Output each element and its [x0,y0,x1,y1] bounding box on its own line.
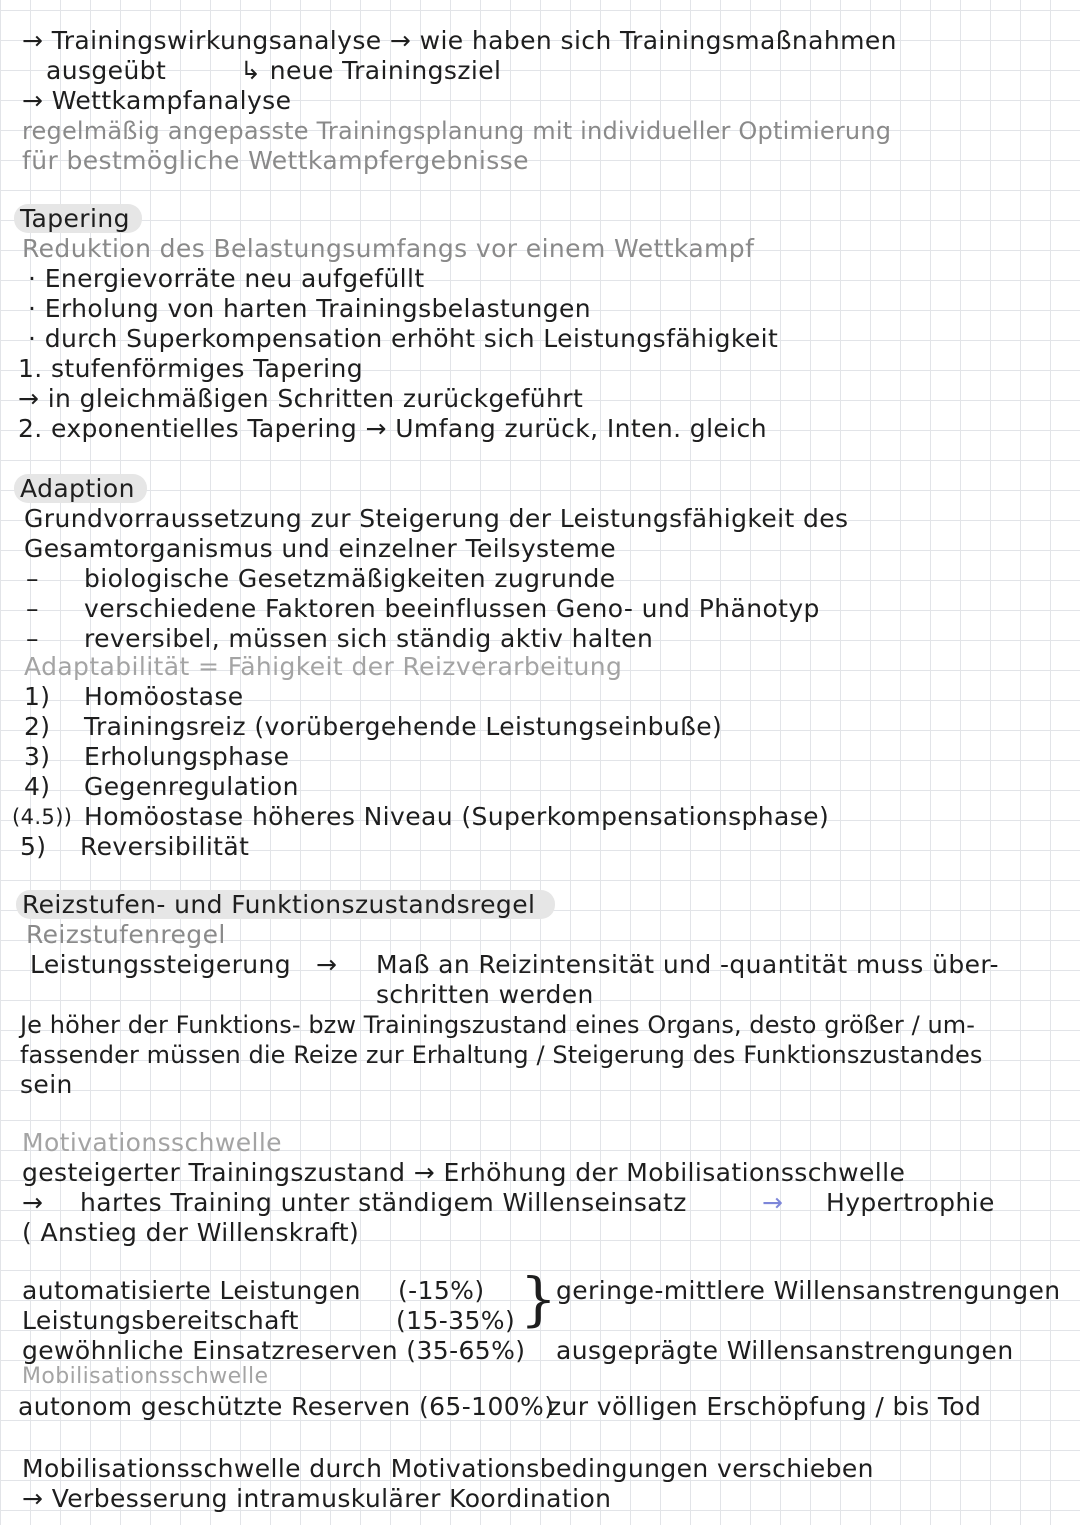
adaption-heading: Adaption [14,474,147,504]
motivation-line-1: gesteigerter Trainingszustand → Erhöhung der Mobilisationsschwelle [22,1158,906,1187]
reiz-subheading: Reizstufenregel [26,920,226,949]
intro-line-2b: ↳ neue Trainingsziel [240,56,502,85]
brace-icon: } [520,1265,557,1333]
step-text: Homöostase [84,682,244,711]
reiz-rule-left: Leistungssteigerung [30,950,292,979]
reserve-row-1-label: automatisierte Leistungen [22,1276,361,1305]
reiz-rule-right-1: Maß an Reizintensität und -quantität muss über- [376,950,999,979]
tapering-type-1-note: → in gleichmäßigen Schritten zurückgeführt [18,384,584,413]
reserve-row-3-label: gewöhnliche Einsatzreserven (35-65%) [22,1336,526,1365]
hypertrophy-label: Hypertrophie [826,1188,995,1217]
step-number: 4) [24,772,51,801]
dash-marker: – [26,594,39,623]
intro-line-3: → Wettkampfanalyse [22,86,292,115]
step-number: 3) [24,742,51,771]
reiz-paragraph-3: sein [20,1070,73,1099]
tapering-type-1: 1. stufenförmiges Tapering [18,354,363,383]
step-text: Gegenregulation [84,772,299,801]
reserve-row-3-effort: ausgeprägte Willensanstrengungen [556,1336,1014,1365]
intro-line-5: für bestmögliche Wettkampfergebnisse [22,146,529,175]
tapering-bullet: · Erholung von harten Trainingsbelastungen [28,294,592,323]
arrow-icon: → [22,1188,44,1217]
reserve-row-1-range: (-15%) [398,1276,485,1305]
adaption-dash-item: reversibel, müssen sich ständig aktiv halten [84,624,654,653]
adaption-dash-item: verschiedene Faktoren beeinflussen Geno- und Phänotyp [84,594,820,623]
reiz-rule-right-2: schritten werden [376,980,594,1009]
step-number: 5) [20,832,47,861]
intro-line-1: → Trainingswirkungsanalyse → wie haben sich Trainingsmaßnahmen [22,26,897,55]
adaption-definition-2: Gesamtorganismus und einzelner Teilsysteme [24,534,616,563]
reserve-row-4-label: autonom geschützte Reserven (65-100%) [18,1392,555,1421]
blue-arrow-icon: → [762,1188,784,1217]
arrow-icon: → [316,950,338,979]
step-number: (4.5)) [12,805,73,829]
adaptability-line: Adaptabilität = Fähigkeit der Reizverarbeitung [24,652,623,681]
reiz-paragraph-1: Je höher der Funktions- bzw Trainingszustand eines Organs, desto größer / um- [20,1011,976,1039]
step-number: 1) [24,682,51,711]
tapering-subtitle: Reduktion des Belastungsumfangs vor einem Wettkampf [22,234,755,263]
dash-marker: – [26,624,39,653]
step-text: Erholungsphase [84,742,290,771]
tapering-heading: Tapering [14,204,142,234]
reserve-row-2-range: (15-35%) [396,1306,516,1335]
reserve-row-12-effort: geringe-mittlere Willensanstrengungen [556,1276,1061,1305]
step-number: 2) [24,712,51,741]
step-text: Homöostase höheres Niveau (Superkompensationsphase) [84,802,830,831]
tapering-bullet: · Energievorräte neu aufgefüllt [28,264,425,293]
intro-line-4: regelmäßig angepasste Trainingsplanung mit individueller Optimierung [22,117,892,145]
reserve-row-2-label: Leistungsbereitschaft [22,1306,299,1335]
motivation-line-3: ( Anstieg der Willenskraft) [22,1218,360,1247]
motivation-line-2: hartes Training unter ständigem Willenseinsatz [80,1188,687,1217]
final-line-2: → Verbesserung intramuskulärer Koordination [22,1484,612,1513]
motivation-heading: Motivationsschwelle [22,1128,282,1157]
adaption-dash-item: biologische Gesetzmäßigkeiten zugrunde [84,564,616,593]
adaption-definition-1: Grundvorraussetzung zur Steigerung der Leistungsfähigkeit des [24,504,849,533]
reiz-heading: Reizstufen- und Funktionszustandsregel [16,890,555,920]
tapering-type-2: 2. exponentielles Tapering → Umfang zurück, Inten. gleich [18,414,767,443]
mobilisation-threshold-label: Mobilisationsschwelle [22,1364,269,1389]
step-text: Trainingsreiz (vorübergehende Leistungseinbuße) [84,712,723,741]
reserve-row-4-effort: zur völligen Erschöpfung / bis Tod [548,1392,982,1421]
tapering-bullet: · durch Superkompensation erhöht sich Leistungsfähigkeit [28,324,779,353]
step-text: Reversibilität [80,832,250,861]
intro-line-2a: ausgeübt [46,56,167,85]
final-line-1: Mobilisationsschwelle durch Motivationsbedingungen verschieben [22,1454,874,1483]
reiz-paragraph-2: fassender müssen die Reize zur Erhaltung / Steigerung des Funktionszustandes [20,1041,983,1069]
dash-marker: – [26,564,39,593]
